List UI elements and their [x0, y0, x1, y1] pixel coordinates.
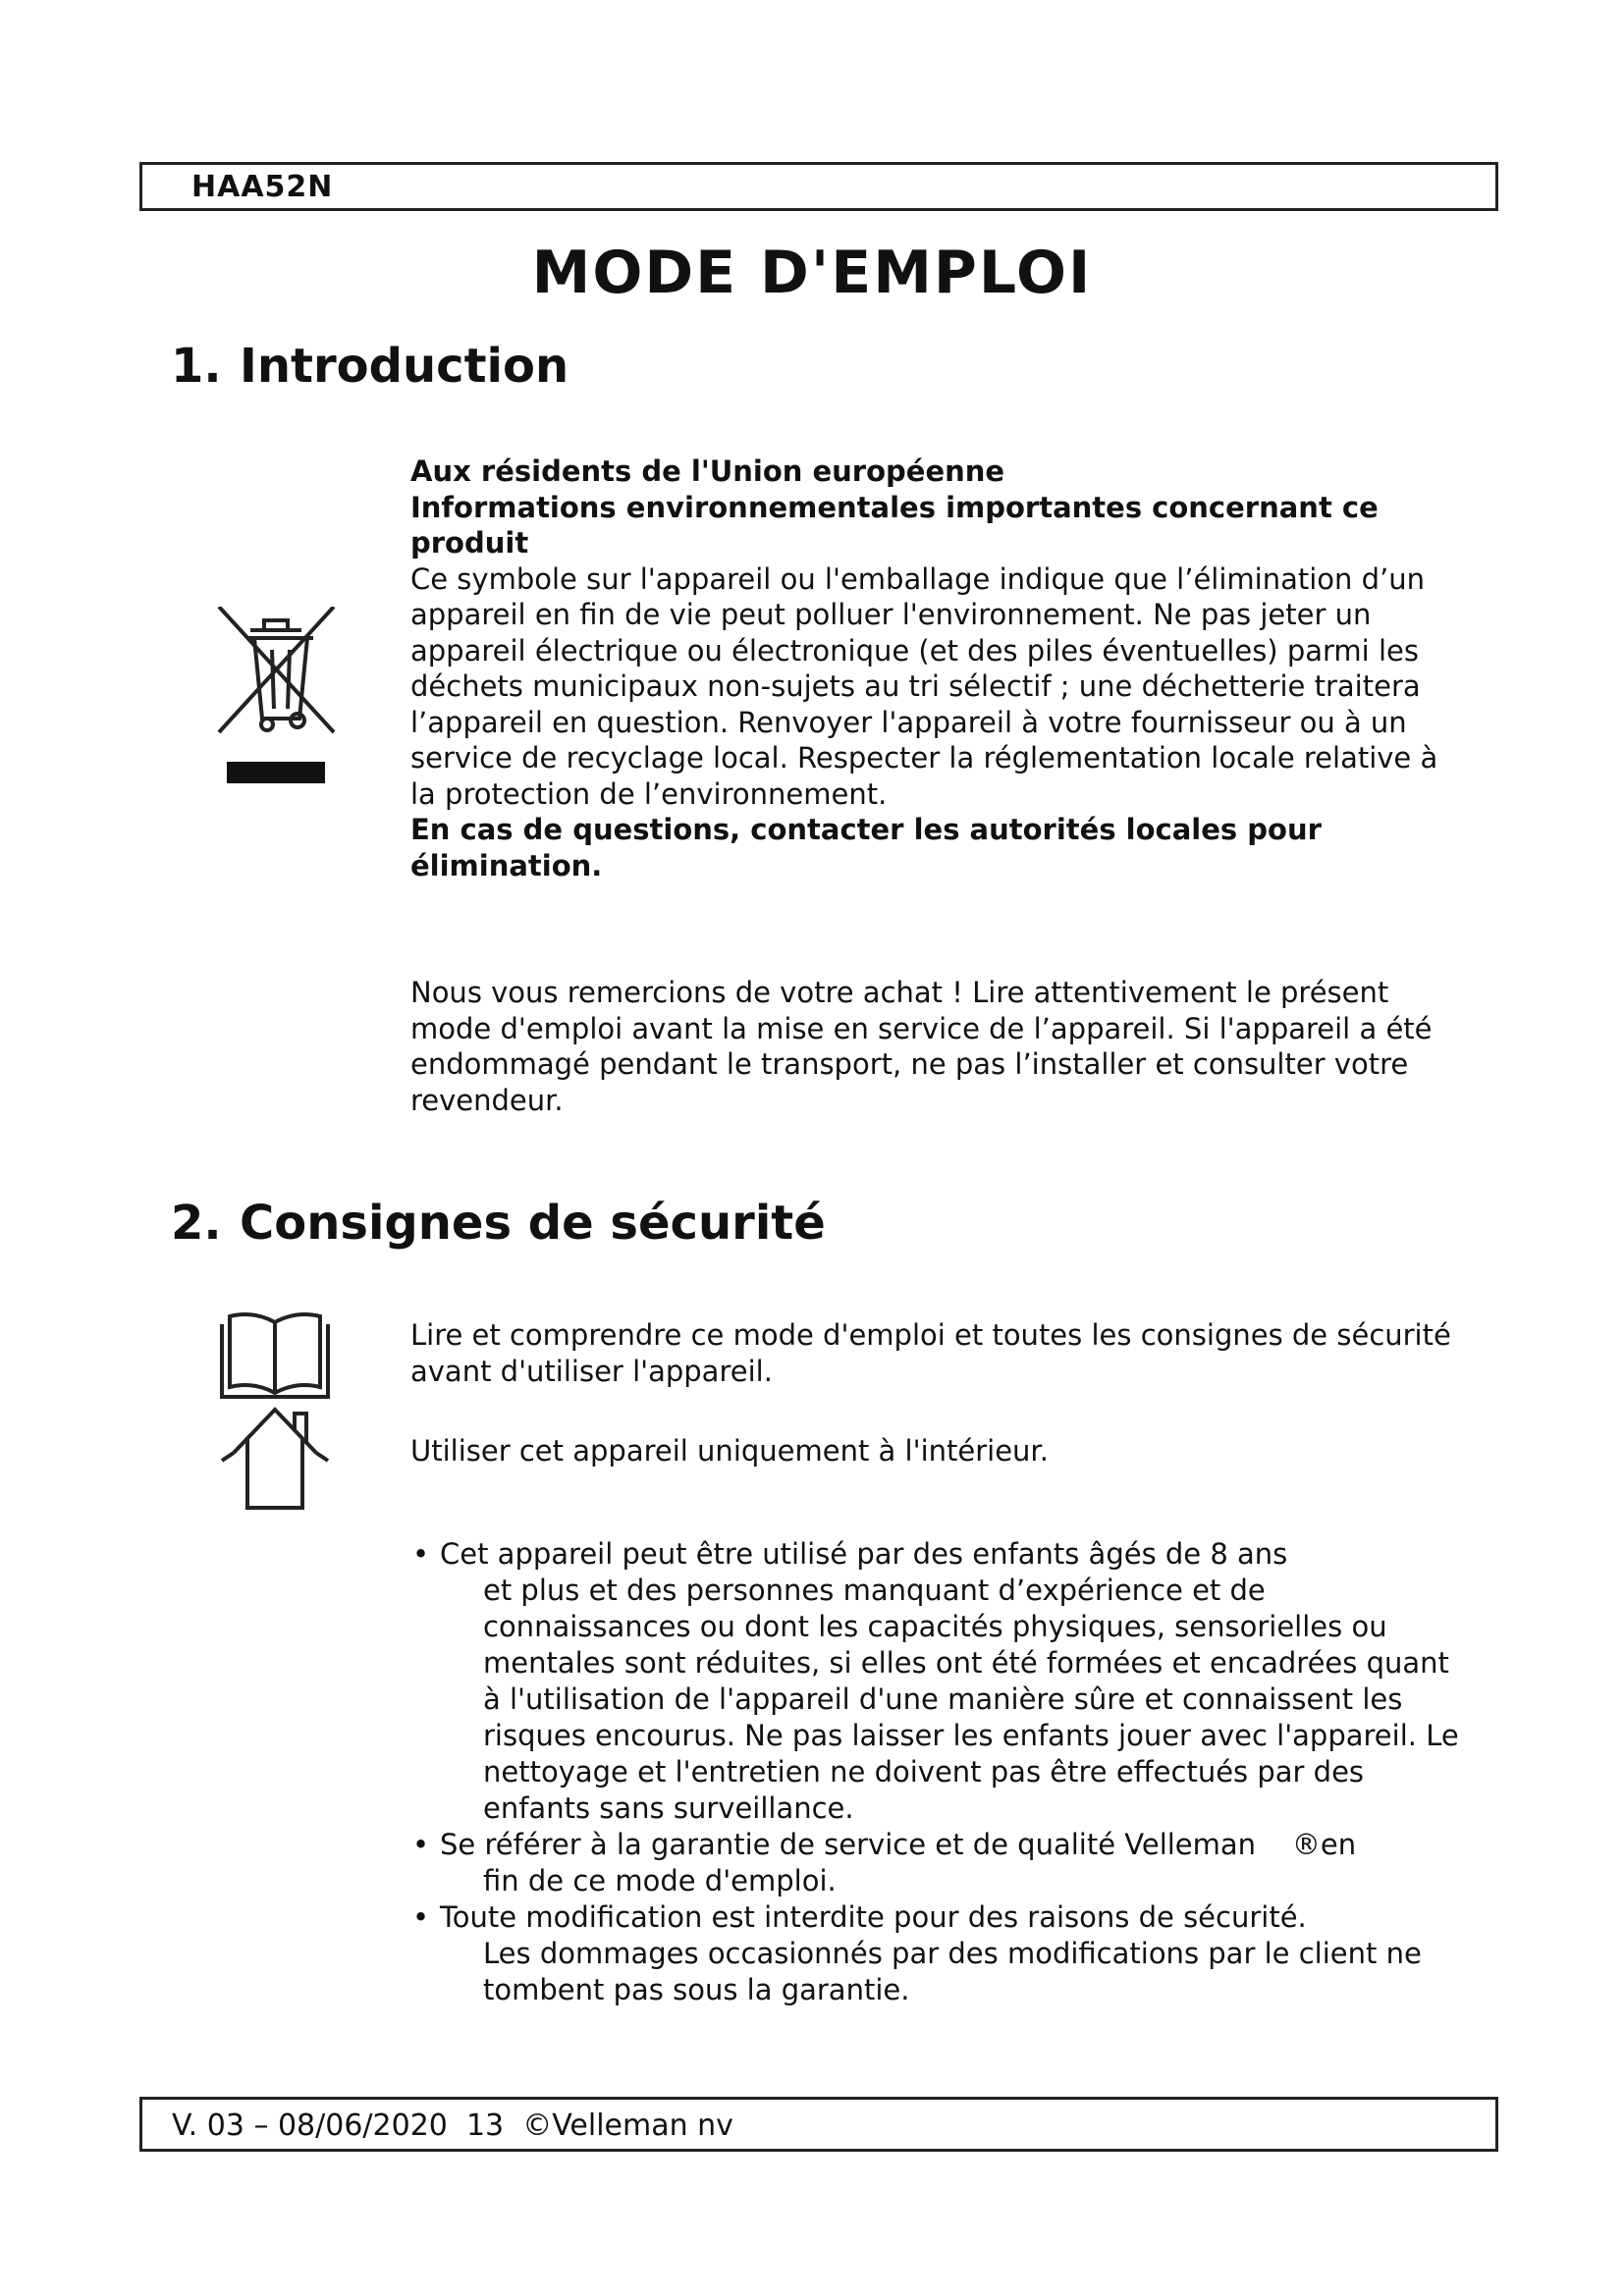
list-item	[410, 1827, 1461, 1899]
weee-bin-icon	[211, 607, 339, 788]
section-1-title: Introduction	[240, 339, 569, 394]
model-number: HAA52N	[191, 170, 334, 204]
read-manual-text: Lire et comprendre ce mode d'emploi et toutes les consignes de sécurité avant d'utiliser l'appareil.	[410, 1318, 1451, 1388]
header-box	[139, 162, 1498, 211]
weee-contact: En cas de questions, contacter les autorités locales pour élimination.	[410, 813, 1322, 882]
bullet-dot: •	[412, 1828, 430, 1861]
bullet-continuation: Les dommages occasionnés par des modifications par le client ne tombent pas sous la garantie.	[483, 1937, 1422, 2006]
section-1-heading	[171, 339, 568, 394]
bullet-dot: •	[412, 1537, 430, 1571]
section-2-title: Consignes de sécurité	[240, 1196, 826, 1251]
indoor-notice	[410, 1433, 1451, 1469]
section-2-heading	[171, 1196, 826, 1251]
weee-body: Ce symbole sur l'appareil ou l'emballage indique que l’élimination d’un appareil en fin de vie peut polluer l'environnement. Ne pas jeter un appareil électrique ou électronique (et des piles éventuelles) parmi les déchets municipaux non-sujets au tri sélectif ; une déchetterie traitera l’appareil en question. Renvoyer l'appareil à votre fournisseur ou à un service de recyclage local. Respecter la réglementation locale relative à la protection de l’environnement.	[410, 561, 1438, 811]
list-item	[410, 1899, 1461, 2008]
section-1-number: 1.	[171, 339, 222, 394]
manual-book-icon	[216, 1308, 334, 1402]
bullet-first-line: Se référer à la garantie de service et de qualité Velleman ®en	[440, 1828, 1357, 1861]
indoor-house-icon	[214, 1404, 337, 1512]
bullet-dot: •	[412, 1900, 430, 1934]
bullet-first-line: Toute modification est interdite pour des raisons de sécurité.	[440, 1900, 1307, 1934]
bullet-continuation: fin de ce mode d'emploi.	[483, 1864, 837, 1897]
footer-version: V. 03 – 08/06/2020 13 ©Velleman nv	[172, 2109, 733, 2143]
thanks-text: Nous vous remercions de votre achat ! Lire attentivement le présent mode d'emploi avant la mise en service de l’appareil. Si l'appareil a été endommagé pendant le transport, ne pas l’installer et consulter votre revendeur.	[410, 976, 1433, 1117]
read-manual-notice	[410, 1317, 1451, 1389]
thanks-paragraph	[410, 975, 1451, 1118]
bullet-first-line: Cet appareil peut être utilisé par des enfants âgés de 8 ans	[440, 1537, 1288, 1571]
weee-notice	[410, 454, 1451, 883]
safety-bullet-list	[410, 1536, 1461, 2008]
indoor-text: Utiliser cet appareil uniquement à l'intérieur.	[410, 1434, 1049, 1468]
section-2-number: 2.	[171, 1196, 222, 1251]
page-title: MODE D'EMPLOI	[531, 239, 1093, 307]
weee-heading-1: Aux résidents de l'Union européenne	[410, 454, 1005, 488]
list-item	[410, 1536, 1461, 1827]
bullet-continuation: et plus et des personnes manquant d’expérience et de connaissances ou dont les capacités physiques, sensorielles ou mentales sont réduites, si elles ont été formées et encadrées quant à l'utilisation de l'appareil d'une manière sûre et connaissent les risques encourus. Ne pas laisser les enfants jouer avec l'appareil. Le nettoyage et l'entretien ne doivent pas être effectués par des enfants sans surveillance.	[483, 1574, 1459, 1825]
weee-heading-2: Informations environnementales importantes concernant ce produit	[410, 490, 1379, 560]
footer-box	[139, 2097, 1498, 2152]
